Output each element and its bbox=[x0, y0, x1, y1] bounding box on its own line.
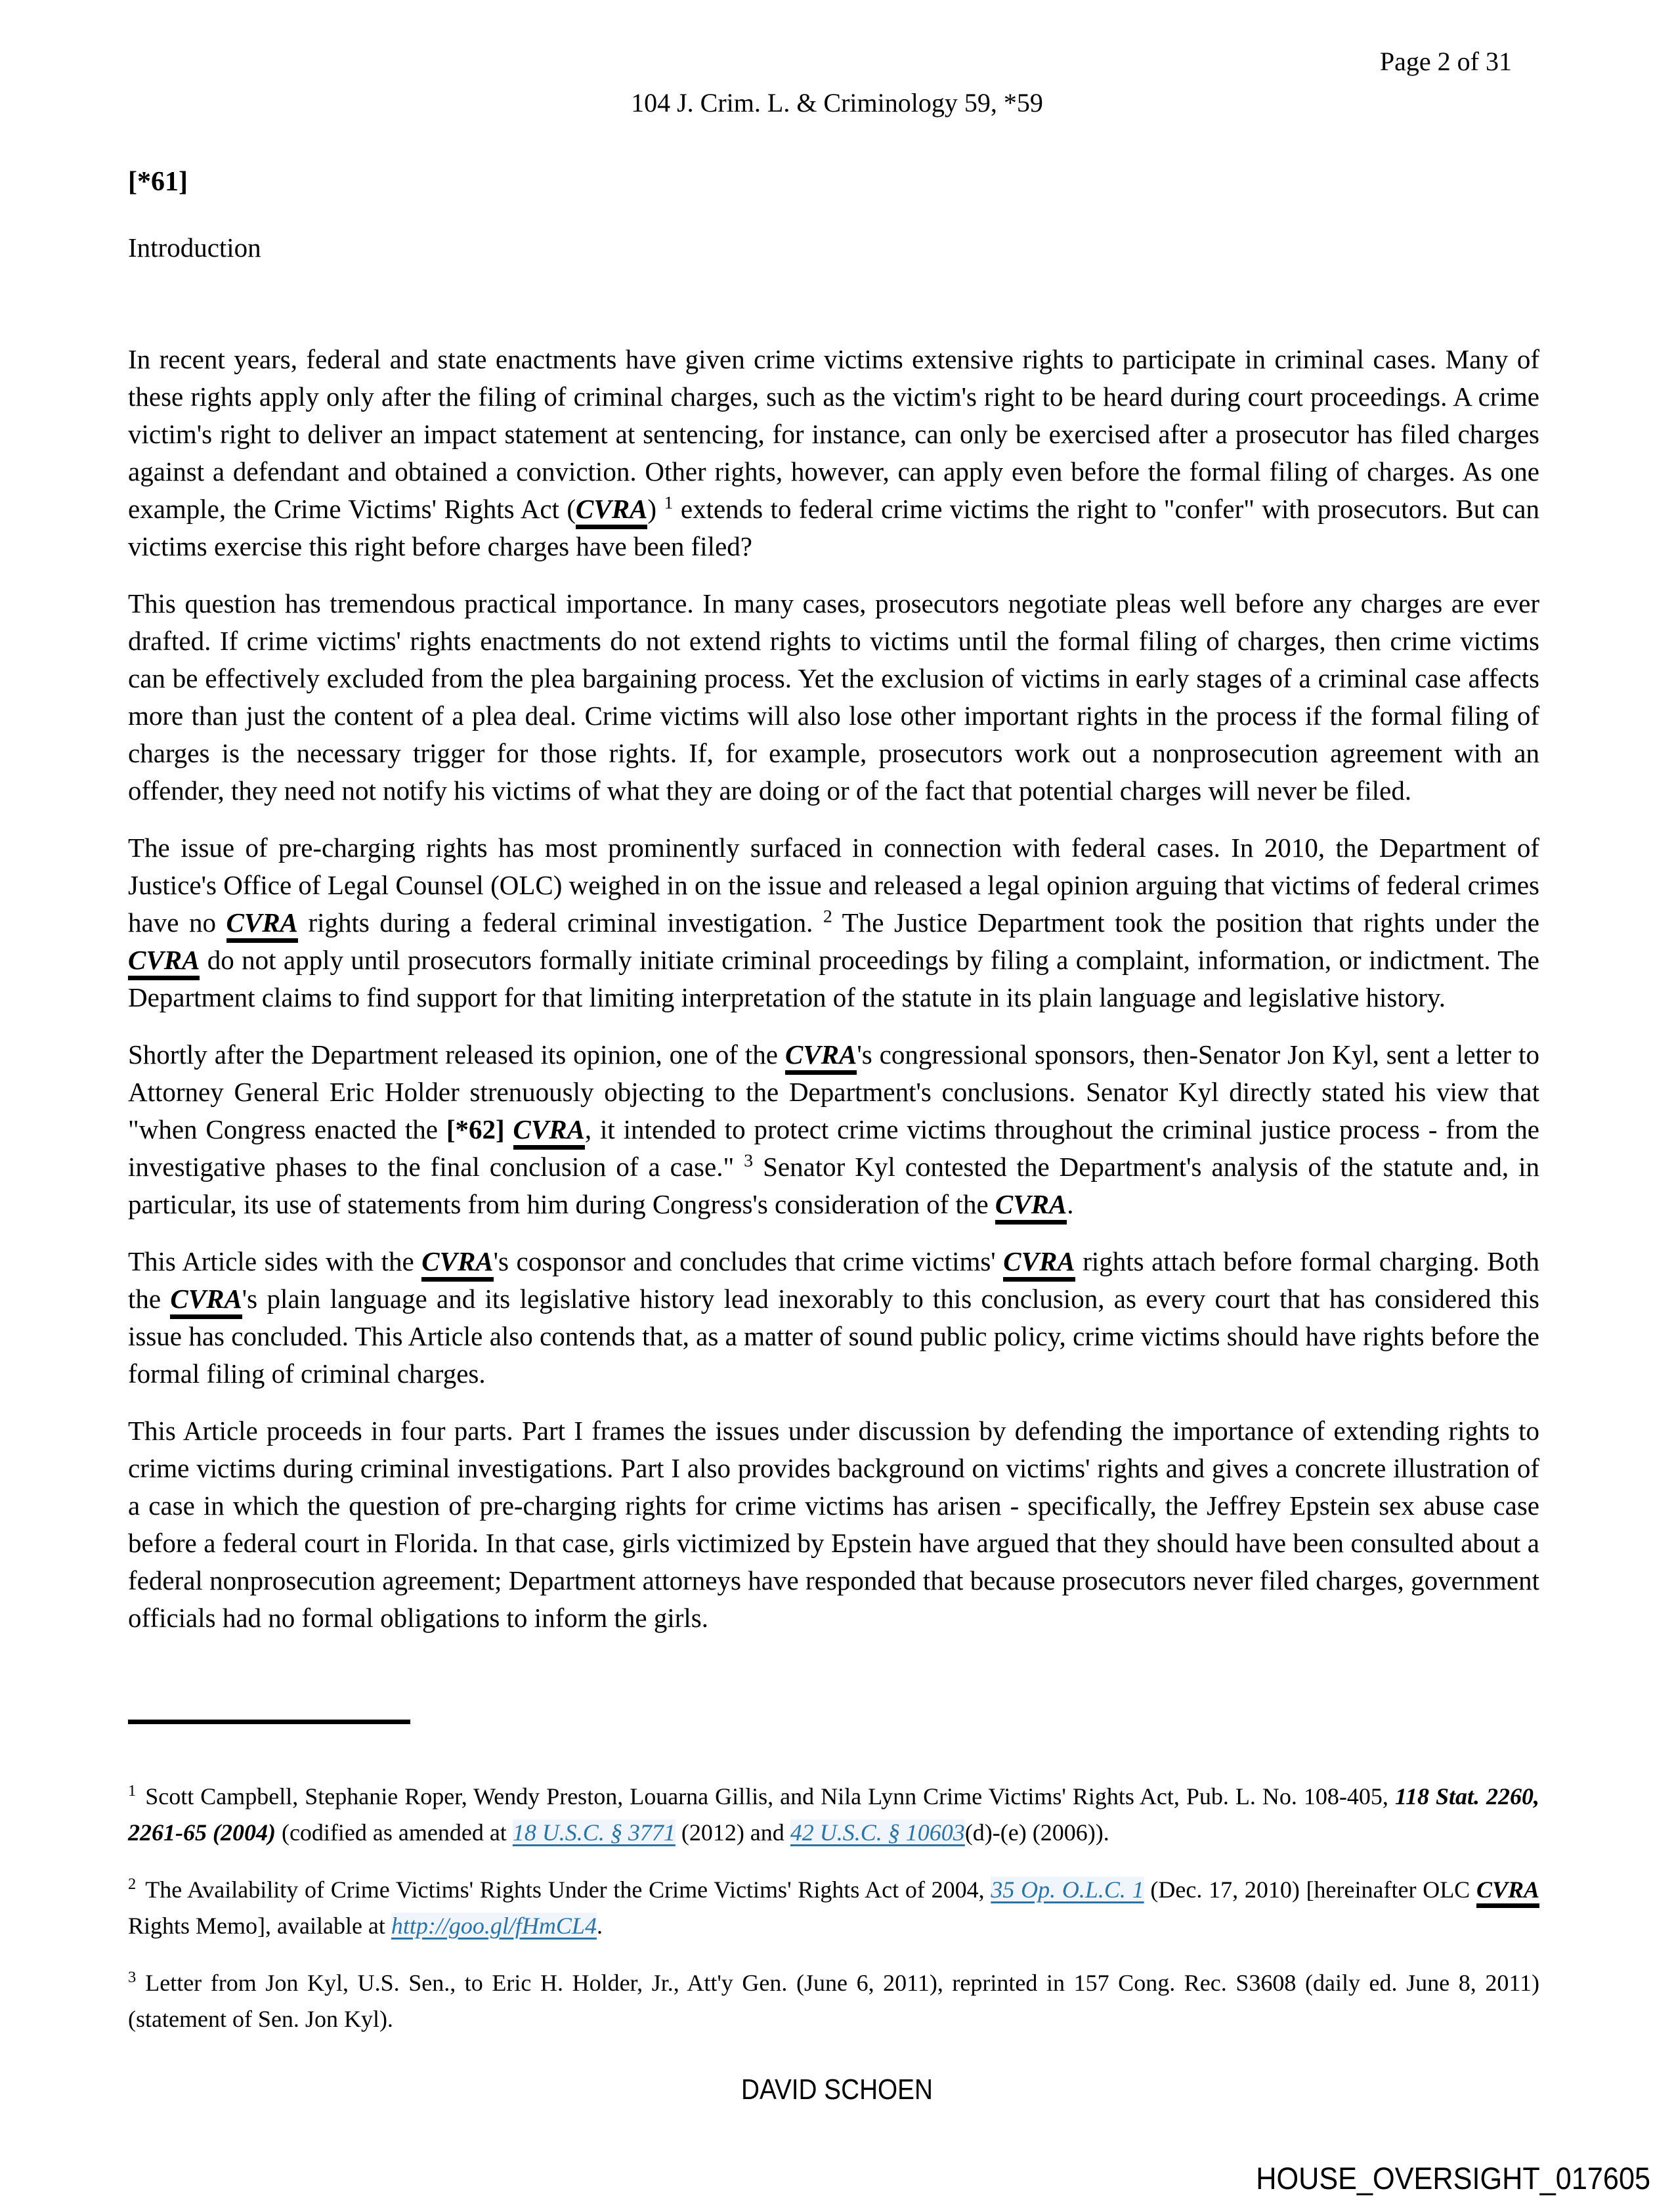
body-paragraph bbox=[128, 1036, 1539, 1223]
text-run: ) bbox=[647, 494, 664, 524]
body-paragraph bbox=[128, 829, 1539, 1016]
text-run: The Justice Department took the position that rights under the bbox=[832, 907, 1539, 938]
cvra-link[interactable]: CVRA bbox=[785, 1039, 857, 1075]
footnote bbox=[128, 1872, 1539, 1944]
body-paragraph bbox=[128, 1412, 1539, 1637]
section-title: Introduction bbox=[128, 232, 261, 263]
text-run: The Availability of Crime Victims' Rights Under the Crime Victims' Rights Act of 2004, bbox=[145, 1876, 991, 1903]
footer-name: DAVID SCHOEN bbox=[741, 2073, 933, 2106]
text-run: . bbox=[596, 1913, 603, 1939]
bates-number: HOUSE_OVERSIGHT_017605 bbox=[1256, 2161, 1650, 2196]
text-run: [*62] bbox=[446, 1114, 505, 1144]
star-page-marker: [*61] bbox=[128, 167, 188, 197]
body-paragraph bbox=[128, 585, 1539, 810]
text-run: do not apply until prosecutors formally initiate criminal proceedings by filing a complaint, information, or indictment. The Department claims to find support for that limiting interpretation of the statute in its plain language and legislative history. bbox=[128, 945, 1539, 1012]
footnote bbox=[128, 1779, 1539, 1851]
text-run: The issue of pre-charging rights has most prominently surfaced in connection with federal cases. In 2010, the Department of Justice's Office of Legal Counsel (OLC) weighed in on the issue and released a legal opinion arguing that victims of federal crimes have no bbox=[128, 833, 1539, 938]
text-run: This Article proceeds in four parts. Part I frames the issues under discussion by defending the importance of extending rights to crime victims during criminal investigations. Part I also provides background on victims' rights and gives a concrete illustration of a case in which the question of pre-charging rights for crime victims has arisen - specifically, the Jeffrey Epstein sex abuse case before a federal court in Florida. In that case, girls victimized by Epstein have argued that they should have been consulted about a federal nonprosecution agreement; Department attorneys have responded that because prosecutors never filed charges, government officials had no formal obligations to inform the girls. bbox=[128, 1416, 1539, 1633]
text-run: (d)-(e) (2006)). bbox=[964, 1819, 1109, 1846]
text-run: Shortly after the Department released its opinion, one of the bbox=[128, 1039, 785, 1070]
text-run: Scott Campbell, Stephanie Roper, Wendy Preston, Louarna Gillis, and Nila Lynn Crime Victims' Rights Act, Pub. L. No. 108-405, bbox=[145, 1783, 1395, 1810]
text-run: (codified as amended at bbox=[275, 1819, 513, 1846]
cvra-link[interactable]: CVRA bbox=[421, 1246, 493, 1282]
citation-link[interactable]: 35 Op. O.L.C. 1 bbox=[991, 1876, 1144, 1903]
cvra-link[interactable]: CVRA bbox=[995, 1189, 1067, 1225]
cvra-link[interactable]: CVRA bbox=[576, 494, 647, 529]
footnote-marker: 2 bbox=[128, 1875, 137, 1893]
text-run: 's plain language and its legislative history lead inexorably to this conclusion, as every court that has considered this issue has concluded. This Article also contends that, as a matter of sound public policy, crime victims should have rights before the formal filing of criminal charges. bbox=[128, 1284, 1539, 1389]
footnote-ref[interactable]: 2 bbox=[823, 906, 832, 927]
text-run: (2012) and bbox=[675, 1819, 790, 1846]
citation-link[interactable]: http://goo.gl/fHmCL4 bbox=[391, 1913, 597, 1939]
citation-link[interactable]: 18 U.S.C. § 3771 bbox=[512, 1819, 676, 1846]
citation-link[interactable]: 42 U.S.C. § 10603 bbox=[790, 1819, 965, 1846]
cvra-link[interactable]: CVRA bbox=[128, 945, 200, 980]
footnote bbox=[128, 1965, 1539, 2037]
journal-citation-header: 104 J. Crim. L. & Criminology 59, *59 bbox=[631, 88, 1043, 118]
text-run: Senator Kyl contested the Department's analysis of the statute and, in particular, its use of statements from him during Congress's consideration of the bbox=[128, 1152, 1539, 1219]
page-number: Page 2 of 31 bbox=[1379, 47, 1512, 76]
text-run: 's congressional sponsors, then-Senator Jon Kyl, sent a letter to Attorney General Eric Holder strenuously objecting to the Department's conclusions. Senator Kyl directly stated his view that "when Congress enacted the bbox=[128, 1039, 1539, 1144]
footnote-ref[interactable]: 1 bbox=[664, 492, 674, 513]
text-run: In recent years, federal and state enactments have given crime victims extensive rights to participate in criminal cases. Many of these rights apply only after the filing of criminal charges, such as the victim's right to be heard during court proceedings. A crime victim's right to deliver an impact statement at sentencing, for instance, can only be exercised after a prosecutor has filed charges against a defendant and obtained a conviction. Other rights, however, can apply even before the formal filing of charges. As one example, the Crime Victims' Rights Act ( bbox=[128, 344, 1539, 524]
text-run: rights attach before formal charging. Both the bbox=[128, 1246, 1539, 1314]
text-run: This Article sides with the bbox=[128, 1246, 422, 1276]
paragraphs-container bbox=[128, 341, 1539, 1637]
body-paragraph bbox=[128, 1243, 1539, 1393]
text-run: rights during a federal criminal investigation. bbox=[297, 907, 823, 938]
text-run: Letter from Jon Kyl, U.S. Sen., to Eric H. Holder, Jr., Att'y Gen. (June 6, 2011), reprinted in 157 Cong. Rec. S3608 (daily ed. June 8, 2011) (statement of Sen. Jon Kyl). bbox=[128, 1970, 1539, 2032]
text-run: (Dec. 17, 2010) [hereinafter OLC bbox=[1144, 1876, 1476, 1903]
footnote-separator-rule bbox=[128, 1720, 410, 1724]
footnotes-container bbox=[128, 1779, 1539, 2037]
cvra-link[interactable]: CVRA bbox=[513, 1114, 585, 1150]
footnote-marker: 3 bbox=[128, 1968, 137, 1986]
text-run: , it intended to protect crime victims throughout the criminal justice process - from the investigative phases to the final conclusion of a case." bbox=[128, 1114, 1539, 1182]
text-run bbox=[505, 1114, 513, 1144]
cvra-link[interactable]: CVRA bbox=[170, 1284, 242, 1319]
body-paragraph bbox=[128, 341, 1539, 565]
footnote-marker: 1 bbox=[128, 1782, 137, 1800]
cvra-link[interactable]: CVRA bbox=[226, 907, 298, 943]
text-run: . bbox=[1067, 1189, 1074, 1219]
cvra-link[interactable]: CVRA bbox=[1476, 1876, 1539, 1908]
text-run: 's cosponsor and concludes that crime victims' bbox=[493, 1246, 1004, 1276]
cvra-link[interactable]: CVRA bbox=[1003, 1246, 1075, 1282]
text-run: extends to federal crime victims the right to "confer" with prosecutors. But can victims exercise this right before charges have been filed? bbox=[128, 494, 1539, 561]
text-run: This question has tremendous practical importance. In many cases, prosecutors negotiate pleas well before any charges are ever drafted. If crime victims' rights enactments do not extend rights to victims until the formal filing of charges, then crime victims can be effectively excluded from the plea bargaining process. Yet the exclusion of victims in early stages of a criminal case affects more than just the content of a plea deal. Crime victims will also lose other important rights in the process if the formal filing of charges is the necessary trigger for those rights. If, for example, prosecutors work out a nonprosecution agreement with an offender, they need not notify his victims of what they are doing or of the fact that potential charges will never be filed. bbox=[128, 588, 1539, 806]
text-run: 118 Stat. 2260, 2261-65 (2004) bbox=[128, 1783, 1539, 1846]
text-run: Rights Memo], available at bbox=[128, 1913, 391, 1939]
footnote-ref[interactable]: 3 bbox=[744, 1150, 754, 1171]
article-body bbox=[128, 166, 1539, 2058]
